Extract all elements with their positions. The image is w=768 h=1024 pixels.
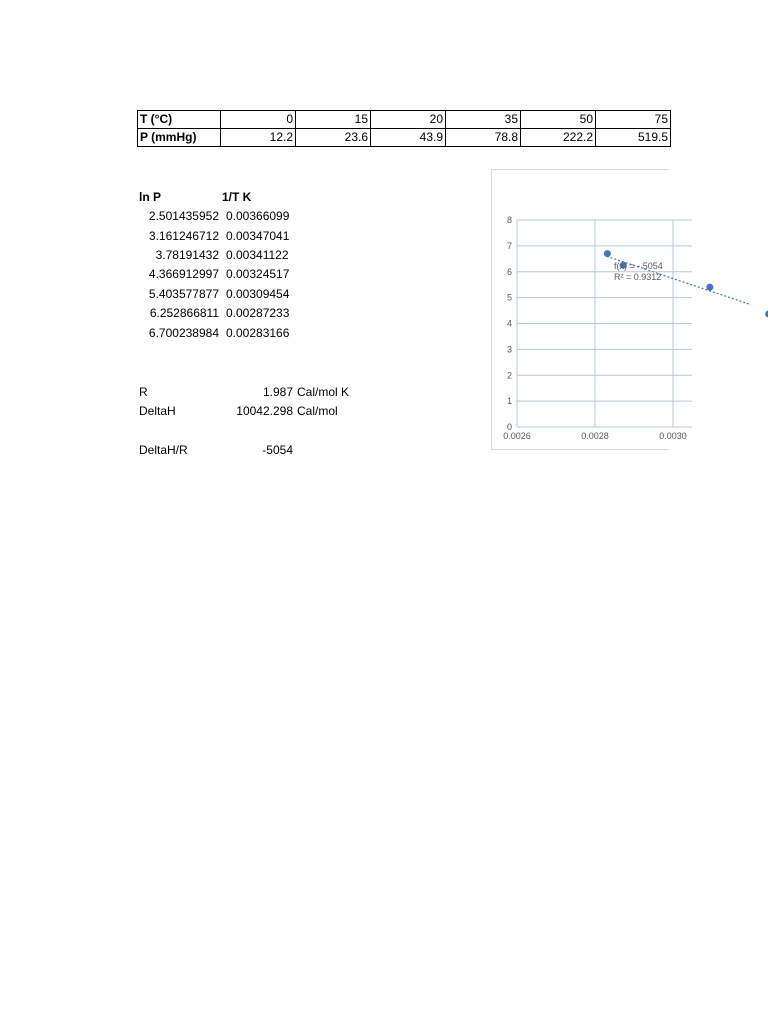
pressure-cell: 43.9 [371, 129, 446, 147]
y-tick-label: 5 [506, 292, 512, 303]
table-row [138, 111, 671, 129]
r-value: 1.987 [262, 385, 293, 399]
deltah-label: DeltaH [139, 404, 176, 418]
lnp-value: 6.252866811 [149, 306, 219, 320]
trend-r2-label: R² = 0.9312 [614, 272, 662, 282]
y-tick-label: 2 [506, 370, 512, 381]
inverse-temp-value: 0.00324517 [226, 267, 290, 281]
pressure-cell: 12.2 [221, 129, 296, 147]
scatter-chart[interactable] [491, 169, 687, 450]
temperature-cell: 35 [446, 111, 521, 129]
deltah-unit: Cal/mol [297, 404, 338, 418]
deltah-value: 10042.298 [236, 404, 293, 418]
y-tick-label: 3 [506, 344, 512, 355]
lnp-value: 3.161246712 [148, 229, 219, 243]
y-tick-label: 7 [506, 240, 512, 251]
temperature-cell: 0 [221, 111, 296, 129]
inverse-temp-value: 0.00341122 [226, 248, 289, 262]
y-tick-label: 4 [506, 318, 512, 329]
inverse-temp-header: 1/T K [222, 190, 252, 204]
lnp-value: 5.403577877 [148, 287, 219, 301]
inverse-temp-value: 0.00287233 [226, 306, 290, 320]
inverse-temp-value: 0.00366099 [226, 209, 290, 223]
pressure-cell: 519.5 [596, 129, 671, 147]
lnp-value: 3.78191432 [155, 248, 219, 262]
temperature-cell: 75 [596, 111, 671, 129]
x-tick-label: 0.0028 [581, 431, 609, 441]
deltah-over-r-label: DeltaH/R [139, 443, 188, 457]
x-tick-label: 0.0026 [503, 431, 531, 441]
temperature-row-label: T (°C) [138, 111, 221, 129]
pressure-cell: 78.8 [446, 129, 521, 147]
lnp-value: 2.501435952 [148, 209, 219, 223]
r-unit: Cal/mol K [297, 385, 350, 399]
inverse-temp-value: 0.00347041 [226, 229, 290, 243]
temperature-cell: 50 [521, 111, 596, 129]
lnp-value: 6.700238984 [148, 326, 219, 340]
data-point [706, 284, 713, 291]
lnp-value: 4.366912997 [148, 267, 219, 281]
r-label: R [139, 385, 148, 399]
x-tick-label: 0.0030 [659, 431, 687, 441]
y-tick-label: 0 [506, 422, 512, 432]
trend-equation-label: f(x) = - 5054 [614, 261, 663, 271]
y-tick-label: 1 [506, 396, 512, 407]
pressure-row-label: P (mmHg) [138, 129, 221, 147]
pressure-temperature-table [137, 110, 671, 147]
inverse-temp-value: 0.00283166 [226, 326, 290, 340]
inverse-temp-value: 0.00309454 [226, 287, 290, 301]
data-point [604, 250, 611, 257]
temperature-cell: 20 [371, 111, 446, 129]
y-tick-label: 6 [506, 266, 512, 277]
table-row [138, 129, 671, 147]
pressure-cell: 23.6 [296, 129, 371, 147]
deltah-over-r-value: -5054 [262, 443, 293, 457]
chart-canvas [492, 170, 687, 449]
temperature-cell: 15 [296, 111, 371, 129]
y-tick-label: 8 [506, 215, 512, 225]
pressure-cell: 222.2 [521, 129, 596, 147]
lnp-header: ln P [139, 190, 162, 204]
